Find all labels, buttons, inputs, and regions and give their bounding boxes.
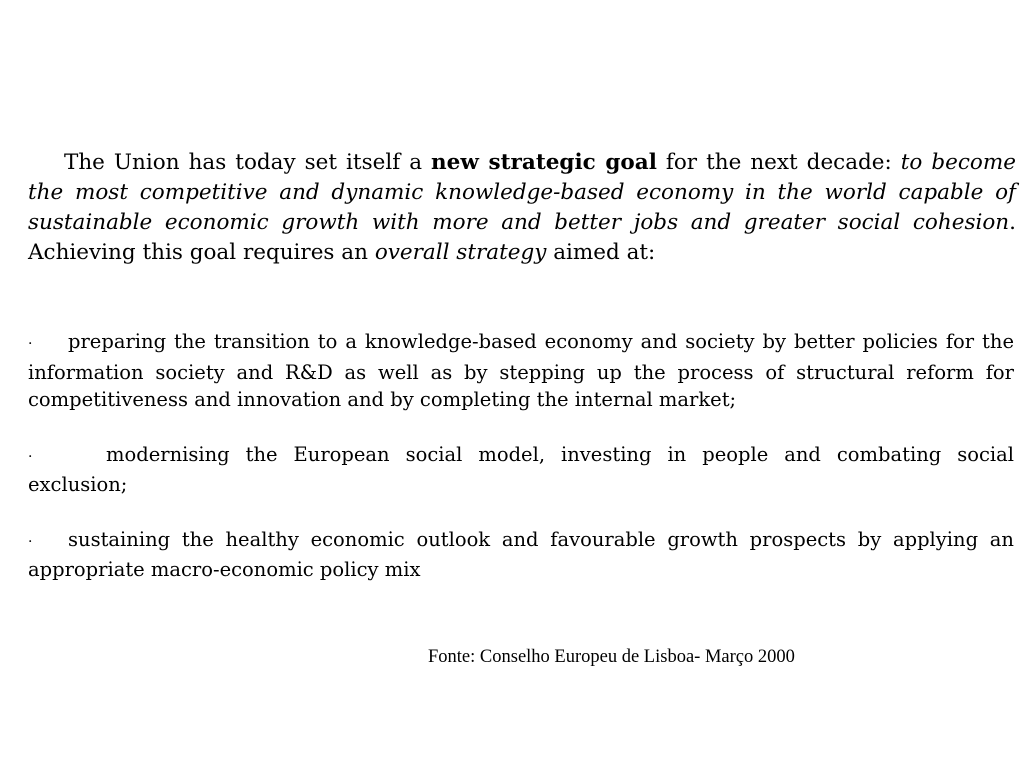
bullet-item-economic-outlook	[28, 526, 1014, 584]
bullet-marker: ·	[28, 448, 33, 465]
intro-text-3: . Achieving this goal requires an	[28, 210, 1016, 265]
bullet-item-social-model	[28, 441, 1014, 499]
intro-text-2: for the next decade:	[656, 150, 901, 175]
intro-paragraph	[28, 148, 1016, 268]
bullet-marker: ·	[28, 533, 33, 550]
bullet-marker: ·	[28, 336, 33, 352]
bullet-text: sustaining the healthy economic outlook and favourable growth prospects by applying an appropriate macro-economic policy mix	[28, 527, 1014, 581]
bullet-text: preparing the transition to a knowledge-based economy and society by better policies for the information society and R&D as well as by stepping up the process of structural reform for competitiveness and innovation and by completing the internal market;	[28, 330, 1014, 411]
intro-block	[28, 148, 1016, 268]
source-citation: Fonte: Conselho Europeu de Lisboa- Março 2000	[428, 647, 795, 667]
bullet-list	[28, 328, 1014, 611]
bullet-text: modernising the European social model, investing in people and combating social exclusion;	[28, 442, 1014, 496]
strategic-goal-phrase: new strategic goal	[431, 150, 657, 175]
intro-text-4: aimed at:	[546, 240, 656, 265]
intro-text-1: The Union has today set itself a	[64, 150, 432, 175]
bullet-item-transition	[28, 328, 1014, 414]
goal-statement: to become the most competitive and dynamic knowledge-based economy in the world capable of sustainable economic growth with more and better jobs and greater social cohesion	[28, 150, 1016, 235]
overall-strategy-phrase: overall strategy	[374, 240, 547, 265]
